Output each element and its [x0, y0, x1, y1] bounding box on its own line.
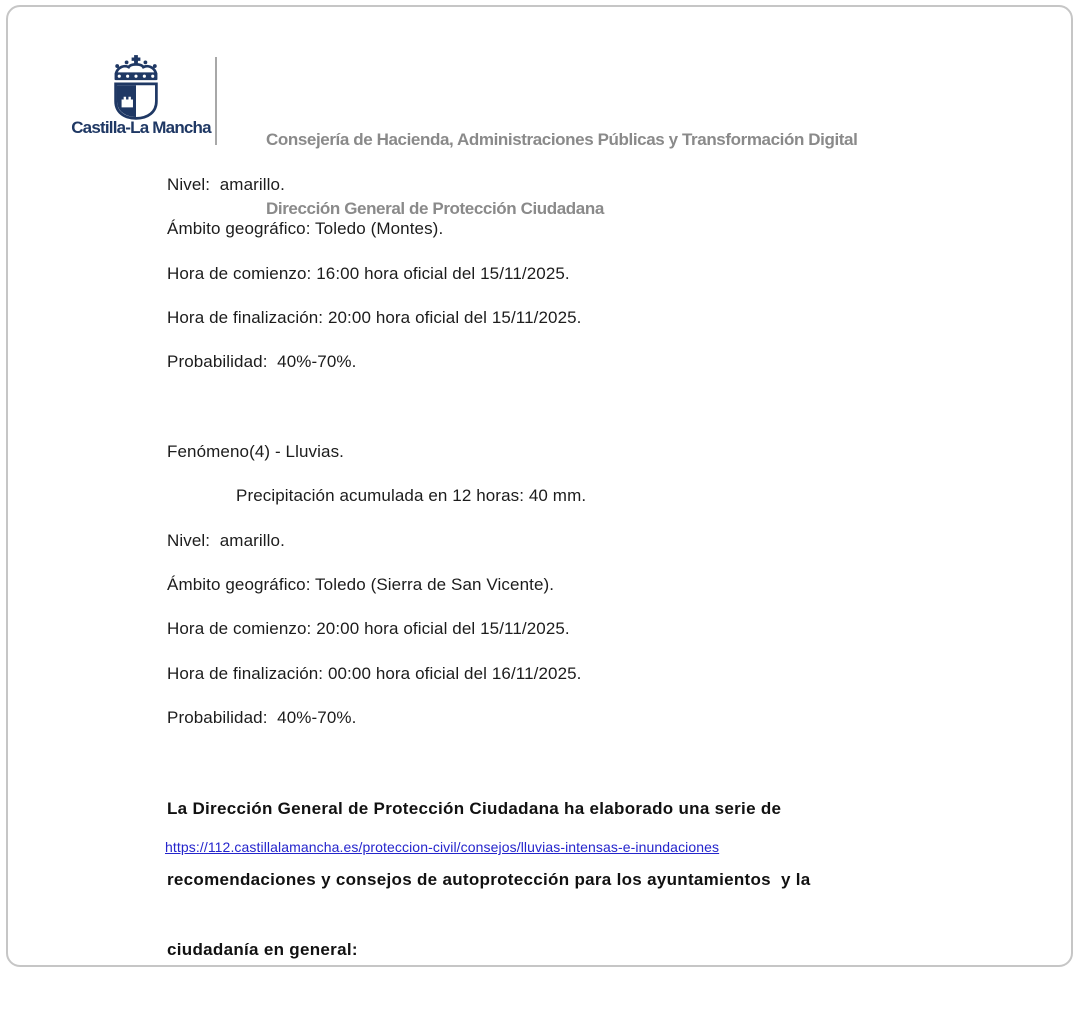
header-divider — [215, 57, 217, 145]
document-page — [6, 5, 1073, 967]
organization-line-1: Consejería de Hacienda, Administraciones Públicas y Transformación Digital — [266, 130, 858, 149]
advice-link[interactable]: https://112.castillalamancha.es/proteccion-civil/consejos/lluvias-intensas-e-inundaciones — [165, 839, 720, 855]
document-line-ambito-1: Ámbito geográfico: Toledo (Montes). — [167, 219, 444, 238]
document-line-finalizacion-2: Hora de finalización: 00:00 hora oficial del 16/11/2025. — [167, 664, 582, 683]
recommendation-line-2: recomendaciones y consejos de autoprotección para los ayuntamientos y la — [167, 869, 811, 889]
document-line-comienzo-1: Hora de comienzo: 16:00 hora oficial del 15/11/2025. — [167, 264, 570, 283]
logo-label: Castilla-La Mancha — [71, 118, 211, 137]
document-line-ambito-2: Ámbito geográfico: Toledo (Sierra de San Vicente). — [167, 575, 555, 594]
recommendation-line-1: La Dirección General de Protección Ciudadana ha elaborado una serie de — [167, 799, 782, 818]
organization-header — [266, 82, 857, 266]
document-line-probabilidad-1: Probabilidad: 40%-70%. — [167, 352, 357, 371]
castilla-la-mancha-crest-icon — [113, 55, 159, 120]
document-line-precipitacion: Precipitación acumulada en 12 horas: 40 mm. — [236, 486, 587, 505]
organization-line-2: Dirección General de Protección Ciudadana — [266, 199, 604, 218]
document-line-nivel-1: Nivel: amarillo. — [167, 175, 285, 194]
document-line-comienzo-2: Hora de comienzo: 20:00 hora oficial del 15/11/2025. — [167, 619, 570, 638]
document-line-probabilidad-2: Probabilidad: 40%-70%. — [167, 708, 357, 727]
recommendation-line-3: ciudadanía en general: — [167, 940, 358, 959]
document-line-finalizacion-1: Hora de finalización: 20:00 hora oficial del 15/11/2025. — [167, 308, 582, 327]
document-line-fenomeno-4: Fenómeno(4) - Lluvias. — [167, 442, 344, 461]
document-line-nivel-2: Nivel: amarillo. — [167, 531, 285, 550]
